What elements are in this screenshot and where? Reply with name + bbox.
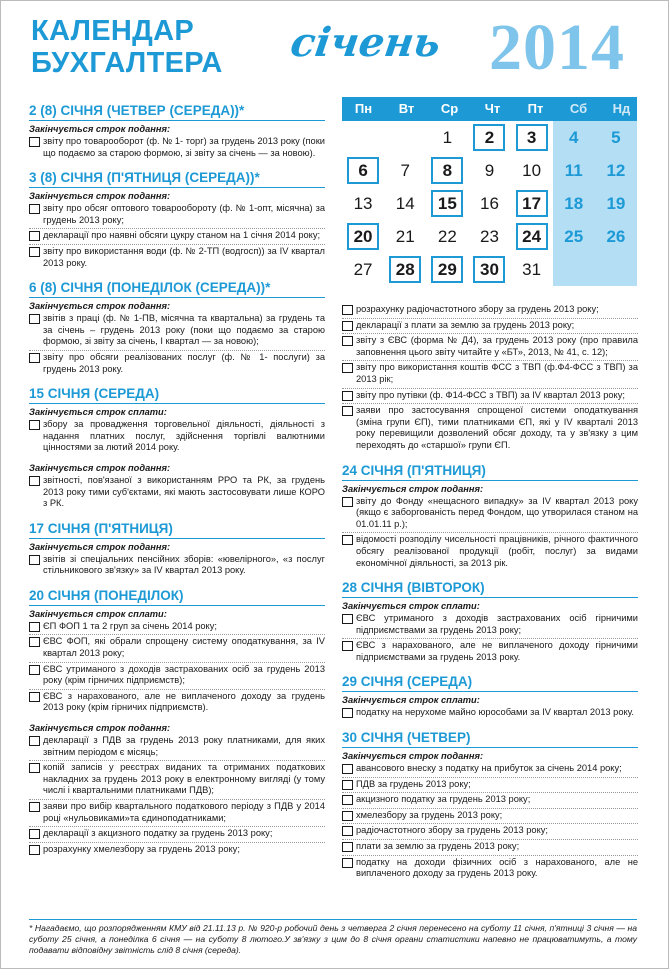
checklist-item-text: звіту про обсяги реалізованих послуг (ф. № 1- послуги) за грудень 2013 року. — [43, 351, 325, 374]
checklist-item — [342, 495, 638, 534]
checklist-item — [342, 824, 638, 840]
calendar-day-cell — [342, 187, 384, 220]
deadline-day: 28 — [389, 256, 421, 283]
deadline-group — [29, 722, 325, 857]
calendar-day-cell — [595, 187, 637, 220]
checkbox[interactable] — [342, 842, 353, 852]
deadline-section — [342, 674, 638, 721]
checklist-item — [29, 135, 325, 161]
checklist-item — [342, 404, 638, 453]
calendar-day-cell — [595, 154, 637, 187]
deadline-group — [342, 303, 638, 454]
deadline-section — [29, 170, 325, 271]
deadline-section — [342, 463, 638, 572]
deadline-section — [342, 303, 638, 454]
checkbox[interactable] — [29, 204, 40, 214]
checklist-item — [342, 856, 638, 882]
calendar-day-cell — [342, 253, 384, 286]
deadline-type-label: Закінчується строк подання: — [29, 462, 171, 473]
calendar-week-row — [342, 187, 637, 220]
checklist-item-text: звіту про путівки (ф. Ф14-ФСС з ТВП) за IV квартал 2013 року; — [356, 389, 625, 400]
calendar-day-cell — [426, 220, 468, 253]
checkbox[interactable] — [342, 406, 353, 416]
calendar-day-cell — [342, 121, 384, 154]
calendar-day: 25 — [564, 227, 584, 246]
checklist-item — [342, 334, 638, 361]
checkbox[interactable] — [342, 497, 353, 507]
deadline-type-label: Закінчується строк сплати: — [342, 601, 480, 612]
deadline-day: 30 — [473, 256, 505, 283]
checkbox[interactable] — [342, 811, 353, 821]
calendar-day: 18 — [564, 194, 584, 213]
checklist-item — [29, 312, 325, 351]
checklist-item-text: декларації з ПДВ за грудень 2013 року платниками, для яких звітним періодом є місяць; — [43, 735, 325, 757]
section-date-heading: 29 СІЧНЯ (СЕРЕДА) — [342, 674, 638, 692]
calendar-day: 27 — [353, 260, 373, 279]
checkbox[interactable] — [342, 826, 353, 836]
section-date-heading: 17 СІЧНЯ (П'ЯТНИЦЯ) — [29, 521, 325, 539]
checklist-item — [342, 762, 638, 778]
calendar-day-cell — [511, 220, 553, 253]
checkbox[interactable] — [29, 420, 40, 430]
checkbox[interactable] — [29, 247, 40, 257]
calendar-day-cell — [468, 121, 510, 154]
checklist-item — [29, 690, 325, 716]
checklist-item — [29, 663, 325, 690]
deadline-group — [29, 541, 325, 579]
checkbox[interactable] — [29, 829, 40, 839]
checklist-item — [342, 361, 638, 388]
checkbox[interactable] — [342, 641, 353, 651]
deadline-day: 8 — [431, 157, 463, 184]
checkbox[interactable] — [29, 637, 40, 647]
deadline-type-label: Закінчується строк сплати: — [29, 608, 167, 619]
deadline-group — [29, 462, 325, 512]
calendar-day: 13 — [353, 194, 373, 213]
calendar-day-cell — [553, 187, 595, 220]
checkbox[interactable] — [342, 708, 353, 718]
checklist-item-text: ЄВС ФОП, які обрали спрощену систему оподаткування, за IV квартал 2013 року; — [43, 636, 325, 659]
calendar-day: 23 — [480, 227, 499, 246]
weekday-label: Пн — [354, 101, 373, 116]
deadline-day: 24 — [516, 223, 548, 250]
calendar-day-cell — [468, 253, 510, 286]
checklist-item — [29, 229, 325, 245]
checklist-item — [342, 840, 638, 856]
checkbox[interactable] — [29, 314, 40, 324]
deadline-group — [342, 750, 638, 882]
weekday-label: Чт — [484, 101, 501, 116]
checklist-item — [29, 800, 325, 827]
deadline-day: 3 — [516, 124, 548, 151]
checkbox[interactable] — [29, 845, 40, 855]
checklist-item-text: акцизного податку за грудень 2013 року; — [356, 794, 531, 805]
checklist-item-text: декларації про наявні обсяги цукру станом на 1 січня 2014 року; — [43, 230, 321, 241]
section-date-heading: 20 СІЧНЯ (ПОНЕДІЛОК) — [29, 588, 325, 606]
deadline-section — [29, 588, 325, 858]
deadline-group — [342, 600, 638, 665]
checkbox[interactable] — [29, 736, 40, 746]
checkbox[interactable] — [29, 231, 40, 241]
calendar-day-cell — [426, 253, 468, 286]
checklist-item-text: звітів з праці (ф. № 1-ПВ, місячна та квартальна) за грудень та за січень – грудень 2013 року (поки що подаємо за старою формою, зі звіту за січень, I квартал — за новою); — [43, 313, 325, 347]
calendar-day: 16 — [480, 194, 499, 213]
deadline-type-label: Закінчується строк сплати: — [342, 695, 480, 706]
checkbox[interactable] — [342, 858, 353, 868]
checklist-item-text: ПДВ за грудень 2013 року; — [356, 778, 471, 789]
deadline-type-label: Закінчується строк подання: — [29, 301, 171, 312]
calendar-day-cell — [468, 220, 510, 253]
title-line-1: КАЛЕНДАР — [31, 15, 194, 47]
checklist-item-text: плати за землю за грудень 2013 року; — [356, 841, 520, 852]
calendar-week-row — [342, 253, 637, 286]
checklist-item-text: звітності, пов'язаної з використанням РРО та РК, за грудень 2013 року тими суб'єктами, які мають застосовувати лише КОРО з РК. — [43, 474, 325, 509]
calendar-day-cell — [468, 187, 510, 220]
checklist-item — [29, 843, 325, 858]
calendar-day: 7 — [400, 161, 410, 180]
checklist-item — [342, 778, 638, 794]
checklist-item — [29, 761, 325, 800]
weekday-label: Сб — [569, 101, 588, 116]
checklist-item-text: декларації з плати за землю за грудень 2013 року; — [356, 319, 575, 330]
weekday-label: Вт — [398, 101, 415, 116]
deadline-group — [29, 123, 325, 161]
checklist-item-text: ЄВС з нарахованого, але не виплаченого доходу за грудень 2013 року (крім гірничих підприємств). — [43, 690, 325, 713]
calendar-day-cell — [426, 154, 468, 187]
deadline-group — [342, 483, 638, 572]
deadline-type-label: Закінчується строк подання: — [29, 723, 171, 734]
year: 2014 — [489, 11, 625, 84]
calendar-day-cell — [384, 253, 426, 286]
calendar-grid — [342, 121, 637, 286]
weekday-label: Нд — [612, 101, 631, 116]
checkbox[interactable] — [29, 555, 40, 565]
checklist-item-text: збору за провадження торговельної діяльності, діяльності з надання платних послуг, здійснення торгівлі валютними цінностями за лютий 2014 року. — [43, 419, 325, 453]
calendar-day-cell — [595, 220, 637, 253]
checkbox[interactable] — [29, 802, 40, 812]
checkbox[interactable] — [342, 795, 353, 805]
calendar-day: 14 — [395, 194, 415, 213]
section-date-heading: 28 СІЧНЯ (ВІВТОРОК) — [342, 580, 638, 598]
deadline-type-label: Закінчується строк подання: — [29, 541, 171, 552]
checklist-item-text: звіту до Фонду «нещасного випадку» за IV квартал 2013 року (якщо є заборгованість перед Фондом, що утворилася станом на 01.01.11 р.); — [356, 495, 638, 529]
calendar-day-cell — [553, 121, 595, 154]
calendar-day-cell — [595, 253, 637, 286]
checkbox[interactable] — [342, 391, 353, 401]
deadline-section — [29, 386, 325, 512]
checkbox[interactable] — [29, 137, 40, 147]
left-column — [29, 103, 325, 866]
checkbox[interactable] — [29, 622, 40, 632]
calendar-day-cell — [426, 187, 468, 220]
checkbox[interactable] — [29, 665, 40, 675]
checklist-item-text: радіочастотного збору за грудень 2013 року; — [356, 825, 549, 836]
section-date-heading: 6 (8) СІЧНЯ (ПОНЕДІЛОК (СЕРЕДА))* — [29, 280, 325, 298]
checklist-item — [29, 351, 325, 377]
calendar-day: 26 — [606, 227, 626, 246]
deadline-section — [29, 103, 325, 161]
checklist-item-text: ЄП ФОП 1 та 2 груп за січень 2014 року; — [43, 620, 217, 631]
calendar-day-cell — [511, 253, 553, 286]
weekday-label: Ср — [440, 101, 459, 116]
checklist-item-text: податку на нерухоме майно юрособами за IV квартал 2013 року. — [356, 707, 634, 718]
checklist-item — [342, 319, 638, 335]
deadline-type-label: Закінчується строк подання: — [29, 191, 171, 202]
calendar-weekday-header — [342, 97, 637, 121]
checkbox[interactable] — [29, 692, 40, 702]
calendar-week-row — [342, 154, 637, 187]
checklist-item-text: заяви про застосування спрощеної системи оподаткування (зміна групи ЄП), тими платниками ЄП, які у IV кварталі 2013 року перевищили дозволений обсяг доходу, та у зв'язку з цим переходять до «старшої» групи ЄП. — [356, 405, 638, 450]
checkbox[interactable] — [342, 780, 353, 790]
calendar-day-cell — [595, 121, 637, 154]
deadline-type-label: Закінчується строк подання: — [342, 751, 484, 762]
checklist-item — [29, 474, 325, 512]
checklist-item-text: відомості розподілу чисельності працівників, річного фактичного обсягу реалізованої продукції (робіт, послуг) за видами економічної діяльності, за 2013 рік. — [356, 534, 638, 568]
checkbox[interactable] — [342, 321, 353, 331]
deadline-type-label: Закінчується строк подання: — [29, 124, 171, 134]
section-date-heading: 3 (8) СІЧНЯ (П'ЯТНИЦЯ (СЕРЕДА))* — [29, 170, 325, 188]
calendar-day: 9 — [484, 161, 495, 180]
deadline-section — [29, 280, 325, 377]
checkbox[interactable] — [342, 535, 353, 545]
calendar-day-cell — [384, 154, 426, 187]
calendar-week-row — [342, 220, 637, 253]
checklist-item-text: розрахунку радіочастотного збору за грудень 2013 року; — [356, 304, 599, 314]
calendar-day: 11 — [564, 161, 583, 180]
checklist-item-text: ЄВС утриманого з доходів застрахованих осіб за грудень 2013 року (крім гірничих підприємств); — [43, 663, 325, 686]
calendar-day-cell — [553, 253, 595, 286]
checklist-item-text: авансового внеску з податку на прибуток за січень 2014 року; — [356, 763, 622, 774]
section-date-heading: 24 СІЧНЯ (П'ЯТНИЦЯ) — [342, 463, 638, 481]
checklist-item-text: хмелезбору за грудень 2013 року; — [356, 809, 503, 820]
deadline-type-label: Закінчується строк подання: — [342, 483, 484, 494]
page-title — [31, 15, 223, 79]
deadline-group — [29, 190, 325, 271]
checklist-item — [29, 620, 325, 636]
checklist-item — [342, 639, 638, 665]
section-date-heading: 2 (8) СІЧНЯ (ЧЕТВЕР (СЕРЕДА))* — [29, 103, 325, 121]
checklist-item — [29, 635, 325, 662]
checklist-item-text: звіту про обсяг оптового товарообороту (ф. № 1-опт, місячна) за грудень 2013 року; — [43, 203, 325, 225]
deadline-group — [29, 608, 325, 716]
checklist-item-text: звіту про використання коштів ФСС з ТВП (ф.Ф4-ФСС з ТВП) за 2013 рік; — [356, 362, 638, 384]
calendar-day: 22 — [437, 227, 457, 246]
checkbox[interactable] — [29, 763, 40, 773]
checklist-item — [342, 533, 638, 571]
deadline-day: 17 — [516, 190, 548, 217]
deadline-day: 6 — [347, 157, 379, 184]
checklist-item-text: звіту про використання води (ф. № 2-ТП (водгосп)) за IV квартал 2013 року. — [43, 245, 325, 268]
calendar-day: 31 — [522, 260, 542, 279]
checklist-item-text: ЄВС утриманого з доходів застрахованих осіб гірничими підприємствами за грудень 2013 року; — [356, 613, 638, 635]
calendar-week-row — [342, 121, 637, 154]
checklist-item-text: заяви про вибір квартального податкового періоду з ПДВ у 2014 році «нульовиками»та єдиноподатниками; — [43, 801, 325, 823]
checkbox[interactable] — [342, 363, 353, 373]
section-date-heading: 15 СІЧНЯ (СЕРЕДА) — [29, 386, 325, 404]
checklist-item — [342, 612, 638, 639]
deadline-day: 20 — [347, 223, 379, 250]
calendar-day-cell — [553, 154, 595, 187]
checkbox[interactable] — [29, 353, 40, 363]
checklist-item — [29, 827, 325, 843]
checklist-item-text: звіту з ЄВС (форма № Д4), за грудень 2013 року (про правила заповнення цього звіту читайте у «БТ», 2013, № 41, с. 12); — [356, 335, 638, 357]
calendar-day: 1 — [442, 128, 453, 147]
checkbox[interactable] — [342, 336, 353, 346]
calendar-day-cell — [342, 220, 384, 253]
deadline-section — [29, 521, 325, 579]
weekday-label: Пт — [527, 101, 544, 116]
checklist-item-text: звітів зі спеціальних пенсійних зборів: «ювелірного», «з послуг стільникового зв'язку» за IV квартал 2013 року. — [43, 553, 325, 576]
deadline-group — [342, 694, 638, 721]
calendar-day: 12 — [606, 161, 626, 180]
calendar-day: 19 — [606, 194, 626, 213]
checklist-item-text: податку на доходи фізичних осіб з нарахованого, але не виплаченого доходу за грудень 2013 року. — [356, 856, 638, 879]
month-name: січень — [287, 19, 444, 66]
deadline-section — [342, 730, 638, 882]
checkbox[interactable] — [342, 305, 353, 315]
checklist-item-text: ЄВС з нарахованого, але не виплаченого доходу гірничими підприємствами за грудень 2013 року. — [356, 640, 638, 662]
footnote: * Нагадаємо, що розпорядженням КМУ від 21.11.13 р. № 920-р робочий день з четверга 2 січня перенесено на суботу 11 січня, п'ятниці 3 січня — на суботу 25 січня, а понеділка 6 січня — на суботу 8 лютого.У зв'язку з цим до 8 січня органи статистики напевно не працюватимуть, а тому подавати відповідну звітність слід 8 січня (середа). — [29, 919, 637, 956]
checkbox[interactable] — [342, 614, 353, 624]
calendar-day-cell — [511, 154, 553, 187]
calendar-day: 21 — [395, 227, 415, 246]
checklist-item — [342, 389, 638, 405]
checklist-item-text: копій записів у реєстрах виданих та отриманих податкових накладних за грудень 2013 року в електронному вигляді (у тому числі і квартальними платниками ПДВ); — [43, 762, 325, 796]
checklist-item — [342, 303, 638, 319]
right-column — [342, 303, 638, 891]
deadline-group — [29, 300, 325, 377]
checkbox[interactable] — [29, 476, 40, 486]
checklist-item — [29, 245, 325, 271]
checklist-item — [342, 809, 638, 825]
checklist-item-text: розрахунку хмелезбору за грудень 2013 року; — [43, 843, 240, 854]
month-calendar — [342, 97, 637, 286]
checklist-item — [29, 418, 325, 456]
title-line-2: БУХГАЛТЕРА — [31, 47, 223, 79]
deadline-day: 15 — [431, 190, 463, 217]
deadline-group — [29, 406, 325, 456]
calendar-day-cell — [511, 187, 553, 220]
deadline-day: 29 — [431, 256, 463, 283]
deadline-day: 2 — [473, 124, 505, 151]
checkbox[interactable] — [342, 764, 353, 774]
calendar-day: 5 — [611, 128, 621, 147]
checklist-item — [29, 734, 325, 761]
checklist-item — [342, 793, 638, 809]
calendar-day-cell — [426, 121, 468, 154]
calendar-day-cell — [384, 121, 426, 154]
checklist-item — [342, 706, 638, 721]
calendar-day-cell — [511, 121, 553, 154]
calendar-day: 10 — [522, 161, 542, 180]
calendar-day-cell — [468, 154, 510, 187]
section-date-heading: 30 СІЧНЯ (ЧЕТВЕР) — [342, 730, 638, 748]
checklist-item — [29, 202, 325, 229]
calendar-day: 4 — [569, 128, 579, 147]
deadline-section — [342, 580, 638, 665]
calendar-day-cell — [342, 154, 384, 187]
deadline-type-label: Закінчується строк сплати: — [29, 407, 167, 418]
calendar-day-cell — [553, 220, 595, 253]
checklist-item-text: декларації з акцизного податку за грудень 2013 року; — [43, 828, 273, 839]
calendar-day-cell — [384, 187, 426, 220]
checklist-item-text: звіту про товарооборот (ф. № 1- торг) за грудень 2013 року (поки що подаємо за старою формою, зі звіту за січень — за новою). — [43, 136, 325, 158]
calendar-day-cell — [384, 220, 426, 253]
checklist-item — [29, 553, 325, 579]
